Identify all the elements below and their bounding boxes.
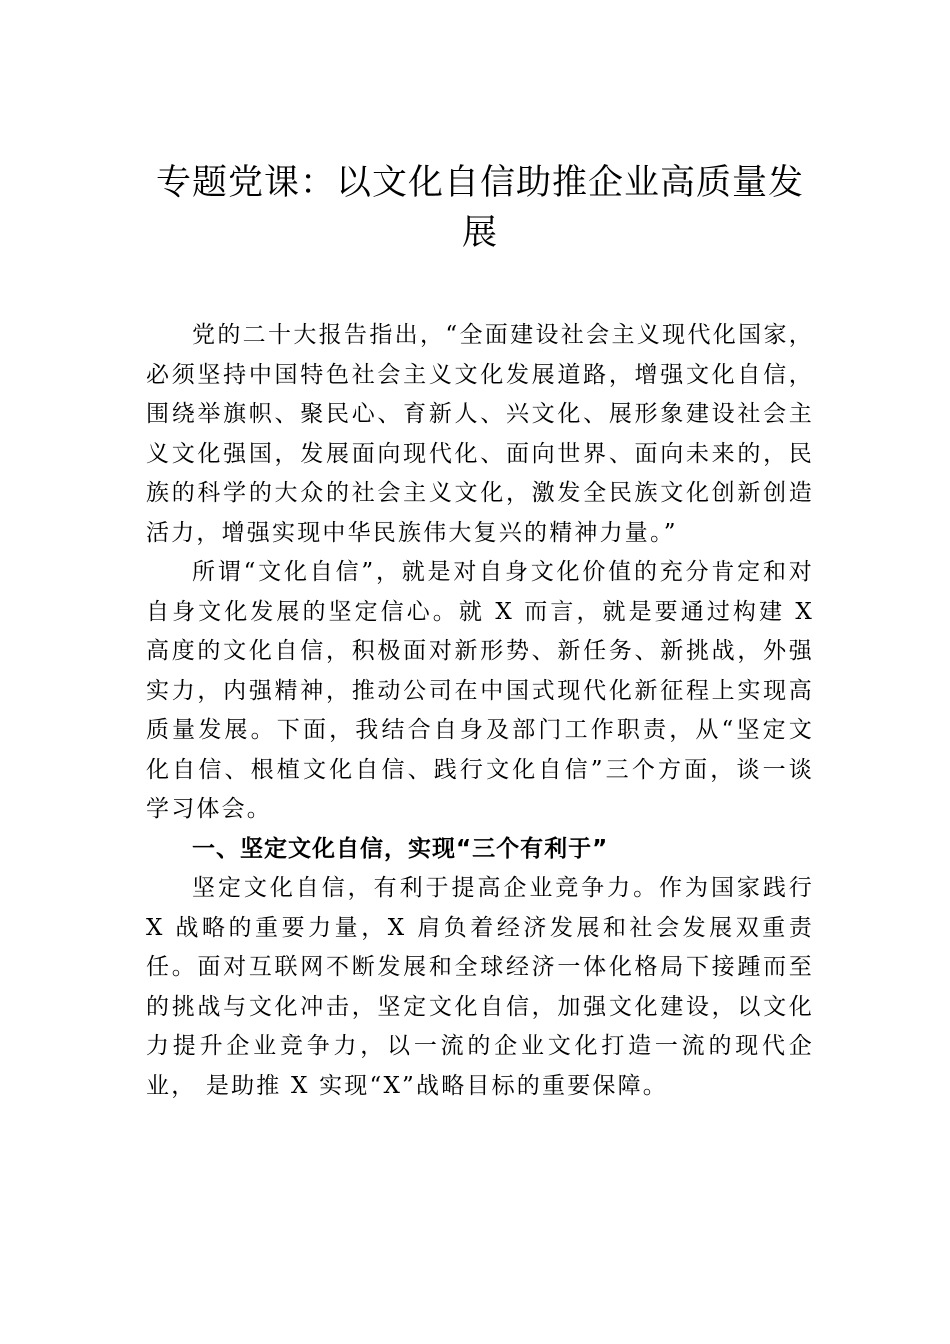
document-title: 专题党课：以文化自信助推企业高质量发展 — [155, 163, 804, 253]
section-heading: 一、坚定文化自信，实现“三个有利于” — [192, 835, 609, 862]
intro-paragraph: 党的二十大报告指出，“全面建设社会主义现代化国家，必须坚持中国特色社会主义文化发展道路，增强文化自信， 围绕举旗帜、聚民心、育新人、兴文化、展形象建设社会主义文化强国，发展面向现代化、面向世界、面向未来的，民族的科学的大众的社会主义文化，激发全民族文化创新创造活力，增强实现中华民族伟大复兴的精神力量。” — [146, 322, 814, 546]
section-paragraph: 坚定文化自信，有利于提高企业竞争力。作为国家践行 X 战略的重要力量，X 肩负着经济发展和社会发展双重责任。面对互联网不断发展和全球经济一体化格局下接踵而至的挑战与文化冲击，坚定文化自信，加强文化建设，以文化力提升企业竞争力，以一流的企业文化打造一流的现代企业， 是助推 X 实现“X”战略目标的重要保障。 — [146, 875, 814, 1099]
definition-paragraph: 所谓“文化自信”，就是对自身文化价值的充分肯定和对自身文化发展的坚定信心。就 X 而言，就是要通过构建 X 高度的文化自信，积极面对新形势、新任务、新挑战，外强实力，内强精神，推动公司在中国式现代化新征程上实现高质量发展。下面，我结合自身及部门工作职责，从“坚定文化自信、根植文化自信、践行文化自信”三个方面，谈一谈学习体会。 — [146, 559, 814, 822]
document-body — [146, 158, 814, 1106]
